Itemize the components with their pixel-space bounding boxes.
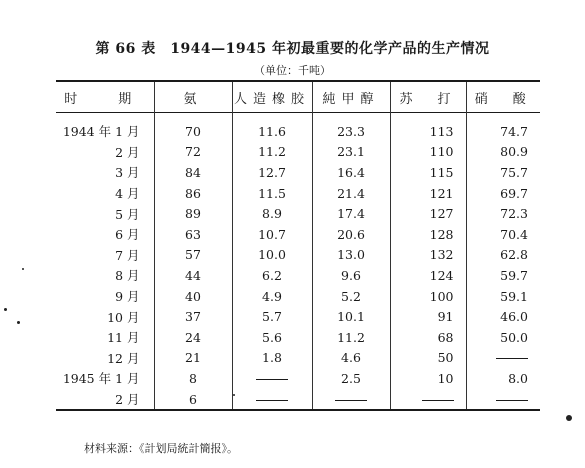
synthetic-rubber-cell: 6.2 bbox=[232, 265, 312, 286]
period-cell: 12 月 bbox=[107, 350, 140, 366]
table-row bbox=[56, 389, 540, 411]
empty-value-dash bbox=[256, 400, 288, 401]
period-cell: 1945 年 1 月 bbox=[62, 371, 140, 387]
period-cell: 9 月 bbox=[115, 289, 140, 305]
nitric-acid-cell: 75.7 bbox=[466, 162, 540, 183]
header-product: 純甲醇 bbox=[312, 81, 390, 113]
methanol-cell bbox=[312, 389, 390, 411]
ammonia-cell: 37 bbox=[154, 306, 232, 327]
source-note: 材料来源：《計划局統計簡报》。 bbox=[84, 442, 238, 455]
table-row bbox=[56, 327, 540, 348]
production-table-container bbox=[56, 80, 540, 411]
methanol-cell: 4.6 bbox=[312, 348, 390, 369]
ammonia-cell: 70 bbox=[154, 113, 232, 142]
soda-cell: 10 bbox=[390, 368, 466, 389]
empty-value-dash bbox=[422, 400, 454, 401]
table-header-row bbox=[56, 81, 540, 113]
nitric-acid-cell: 72.3 bbox=[466, 203, 540, 224]
soda-cell: 113 bbox=[390, 113, 466, 142]
methanol-cell: 16.4 bbox=[312, 162, 390, 183]
header-period: 时 期 bbox=[64, 91, 146, 107]
nitric-acid-cell: 46.0 bbox=[466, 306, 540, 327]
empty-value-dash bbox=[256, 379, 288, 380]
synthetic-rubber-cell: 10.7 bbox=[232, 224, 312, 245]
nitric-acid-cell: 80.9 bbox=[466, 142, 540, 163]
table-row bbox=[56, 224, 540, 245]
nitric-acid-cell bbox=[466, 348, 540, 369]
synthetic-rubber-cell bbox=[232, 389, 312, 411]
table-title: 第 66 表 1944—1945 年初最重要的化学产品的生产情况 bbox=[95, 41, 490, 57]
ammonia-cell: 21 bbox=[154, 348, 232, 369]
methanol-cell: 23.1 bbox=[312, 142, 390, 163]
ammonia-cell: 40 bbox=[154, 286, 232, 307]
scan-speck bbox=[17, 321, 20, 324]
ammonia-cell: 86 bbox=[154, 183, 232, 204]
synthetic-rubber-cell: 1.8 bbox=[232, 348, 312, 369]
scan-speck bbox=[22, 268, 24, 270]
period-cell: 2 月 bbox=[115, 144, 140, 160]
period-cell: 5 月 bbox=[115, 206, 140, 222]
scan-speck bbox=[566, 415, 572, 421]
methanol-cell: 13.0 bbox=[312, 245, 390, 266]
table-row bbox=[56, 245, 540, 266]
empty-value-dash bbox=[335, 400, 367, 401]
ammonia-cell: 72 bbox=[154, 142, 232, 163]
methanol-cell: 2.5 bbox=[312, 368, 390, 389]
methanol-cell: 21.4 bbox=[312, 183, 390, 204]
nitric-acid-cell: 59.1 bbox=[466, 286, 540, 307]
scan-speck bbox=[233, 394, 235, 396]
period-cell: 2 月 bbox=[115, 392, 140, 408]
nitric-acid-cell: 50.0 bbox=[466, 327, 540, 348]
methanol-cell: 10.1 bbox=[312, 306, 390, 327]
soda-cell: 110 bbox=[390, 142, 466, 163]
nitric-acid-cell bbox=[466, 389, 540, 411]
synthetic-rubber-cell: 8.9 bbox=[232, 203, 312, 224]
period-cell: 1944 年 1 月 bbox=[62, 124, 140, 140]
methanol-cell: 11.2 bbox=[312, 327, 390, 348]
nitric-acid-cell: 69.7 bbox=[466, 183, 540, 204]
period-cell: 4 月 bbox=[115, 186, 140, 202]
table-body bbox=[56, 113, 540, 411]
table-row bbox=[56, 306, 540, 327]
scan-speck bbox=[4, 308, 7, 311]
nitric-acid-cell: 70.4 bbox=[466, 224, 540, 245]
period-cell: 11 月 bbox=[107, 330, 140, 346]
empty-value-dash bbox=[496, 358, 528, 359]
soda-cell: 132 bbox=[390, 245, 466, 266]
ammonia-cell: 89 bbox=[154, 203, 232, 224]
ammonia-cell: 6 bbox=[154, 389, 232, 411]
methanol-cell: 5.2 bbox=[312, 286, 390, 307]
ammonia-cell: 24 bbox=[154, 327, 232, 348]
ammonia-cell: 57 bbox=[154, 245, 232, 266]
synthetic-rubber-cell: 11.6 bbox=[232, 113, 312, 142]
ammonia-cell: 84 bbox=[154, 162, 232, 183]
header-product: 氨 bbox=[154, 81, 232, 113]
ammonia-cell: 63 bbox=[154, 224, 232, 245]
soda-cell bbox=[390, 389, 466, 411]
synthetic-rubber-cell: 12.7 bbox=[232, 162, 312, 183]
header-product: 苏 打 bbox=[390, 81, 466, 113]
methanol-cell: 17.4 bbox=[312, 203, 390, 224]
table-row bbox=[56, 265, 540, 286]
synthetic-rubber-cell: 5.7 bbox=[232, 306, 312, 327]
nitric-acid-cell: 59.7 bbox=[466, 265, 540, 286]
methanol-cell: 23.3 bbox=[312, 113, 390, 142]
table-row bbox=[56, 348, 540, 369]
synthetic-rubber-cell: 11.2 bbox=[232, 142, 312, 163]
period-cell: 8 月 bbox=[115, 268, 140, 284]
period-cell: 10 月 bbox=[107, 309, 140, 325]
synthetic-rubber-cell: 4.9 bbox=[232, 286, 312, 307]
methanol-cell: 9.6 bbox=[312, 265, 390, 286]
soda-cell: 127 bbox=[390, 203, 466, 224]
table-row bbox=[56, 113, 540, 142]
soda-cell: 121 bbox=[390, 183, 466, 204]
table-row bbox=[56, 162, 540, 183]
table-header bbox=[56, 81, 540, 113]
soda-cell: 115 bbox=[390, 162, 466, 183]
nitric-acid-cell: 74.7 bbox=[466, 113, 540, 142]
synthetic-rubber-cell: 5.6 bbox=[232, 327, 312, 348]
production-table bbox=[56, 80, 540, 411]
header-product: 人造橡胶 bbox=[232, 81, 312, 113]
table-row bbox=[56, 286, 540, 307]
empty-value-dash bbox=[496, 400, 528, 401]
nitric-acid-cell: 8.0 bbox=[466, 368, 540, 389]
table-row bbox=[56, 183, 540, 204]
period-cell: 6 月 bbox=[115, 227, 140, 243]
methanol-cell: 20.6 bbox=[312, 224, 390, 245]
table-unit-note: （单位：千吨） bbox=[254, 64, 331, 77]
soda-cell: 68 bbox=[390, 327, 466, 348]
soda-cell: 91 bbox=[390, 306, 466, 327]
synthetic-rubber-cell: 10.0 bbox=[232, 245, 312, 266]
ammonia-cell: 8 bbox=[154, 368, 232, 389]
synthetic-rubber-cell: 11.5 bbox=[232, 183, 312, 204]
period-cell: 3 月 bbox=[115, 165, 140, 181]
soda-cell: 100 bbox=[390, 286, 466, 307]
table-row bbox=[56, 368, 540, 389]
table-row bbox=[56, 203, 540, 224]
header-product: 硝 酸 bbox=[466, 81, 540, 113]
period-cell: 7 月 bbox=[115, 247, 140, 263]
soda-cell: 124 bbox=[390, 265, 466, 286]
soda-cell: 50 bbox=[390, 348, 466, 369]
nitric-acid-cell: 62.8 bbox=[466, 245, 540, 266]
table-row bbox=[56, 142, 540, 163]
soda-cell: 128 bbox=[390, 224, 466, 245]
ammonia-cell: 44 bbox=[154, 265, 232, 286]
synthetic-rubber-cell bbox=[232, 368, 312, 389]
